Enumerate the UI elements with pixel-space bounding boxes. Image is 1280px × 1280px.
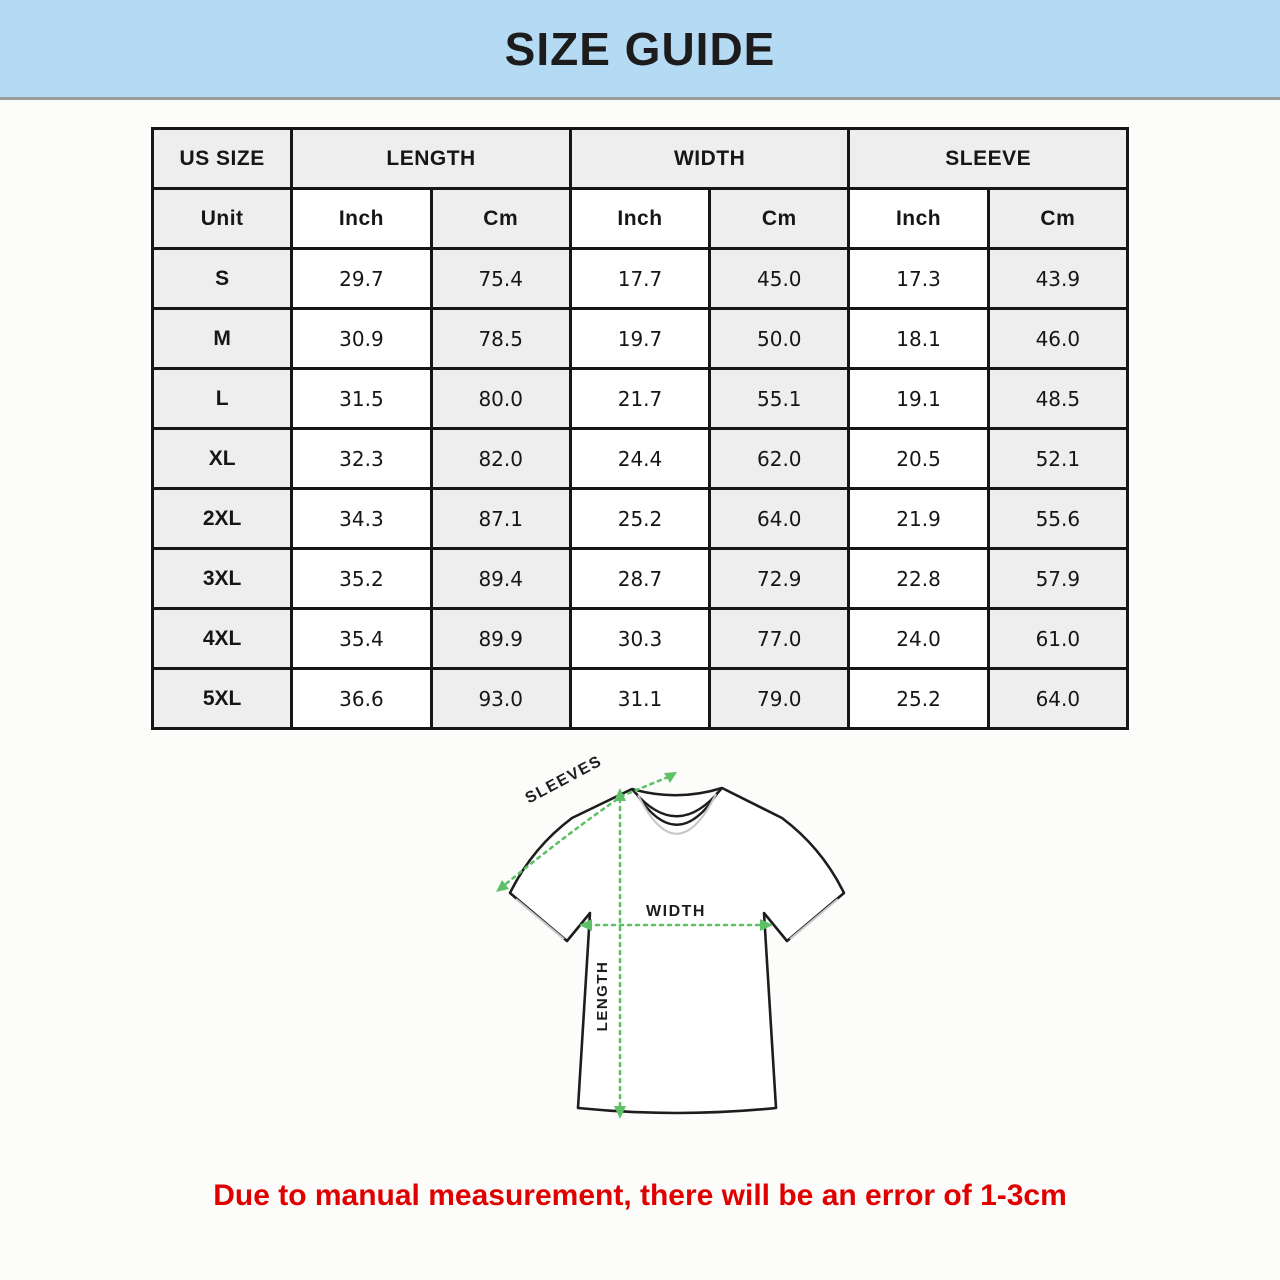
header-width: WIDTH — [570, 129, 849, 189]
header-length: LENGTH — [292, 129, 571, 189]
measurement-cell: 32.3 — [292, 429, 431, 489]
measurement-cell: 24.0 — [849, 609, 988, 669]
unit-cell: Inch — [292, 189, 431, 249]
unit-cell: Inch — [570, 189, 709, 249]
table-row — [153, 549, 1128, 609]
measurement-cell: 28.7 — [570, 549, 709, 609]
measurement-cell: 57.9 — [988, 549, 1127, 609]
measurement-cell: 21.9 — [849, 489, 988, 549]
measurement-cell: 80.0 — [431, 369, 570, 429]
size-label-cell: 3XL — [153, 549, 292, 609]
size-label-cell: 5XL — [153, 669, 292, 729]
size-label-cell: S — [153, 249, 292, 309]
unit-cell: Unit — [153, 189, 292, 249]
measurement-cell: 72.9 — [710, 549, 849, 609]
measurement-cell: 21.7 — [570, 369, 709, 429]
table-row — [153, 609, 1128, 669]
size-table-body — [153, 249, 1128, 729]
measurement-cell: 93.0 — [431, 669, 570, 729]
measurement-cell: 61.0 — [988, 609, 1127, 669]
measurement-cell: 34.3 — [292, 489, 431, 549]
size-label-cell: M — [153, 309, 292, 369]
table-row — [153, 249, 1128, 309]
measurement-cell: 46.0 — [988, 309, 1127, 369]
length-label: LENGTH — [594, 960, 611, 1032]
table-row — [153, 429, 1128, 489]
unit-row — [153, 189, 1128, 249]
measurement-cell: 45.0 — [710, 249, 849, 309]
measurement-cell: 55.6 — [988, 489, 1127, 549]
measurement-cell: 31.5 — [292, 369, 431, 429]
table-row — [153, 369, 1128, 429]
size-label-cell: 4XL — [153, 609, 292, 669]
size-table — [151, 127, 1129, 730]
measurement-cell: 20.5 — [849, 429, 988, 489]
measurement-cell: 77.0 — [710, 609, 849, 669]
measurement-cell: 75.4 — [431, 249, 570, 309]
measurement-cell: 25.2 — [849, 669, 988, 729]
page-title: SIZE GUIDE — [504, 22, 776, 75]
measurement-cell: 87.1 — [431, 489, 570, 549]
table-row — [153, 669, 1128, 729]
header-us-size: US SIZE — [153, 129, 292, 189]
measurement-cell: 50.0 — [710, 309, 849, 369]
unit-cell: Cm — [431, 189, 570, 249]
measurement-cell: 17.3 — [849, 249, 988, 309]
tshirt-illustration — [460, 740, 900, 1175]
measurement-cell: 55.1 — [710, 369, 849, 429]
tshirt-diagram — [0, 730, 1280, 1175]
measurement-cell: 31.1 — [570, 669, 709, 729]
unit-cell: Cm — [988, 189, 1127, 249]
measurement-cell: 78.5 — [431, 309, 570, 369]
measurement-cell: 17.7 — [570, 249, 709, 309]
size-table-header — [153, 129, 1128, 249]
table-row — [153, 309, 1128, 369]
sleeves-label: SLEEVES — [522, 752, 606, 808]
table-row — [153, 489, 1128, 549]
measurement-cell: 82.0 — [431, 429, 570, 489]
measurement-cell: 22.8 — [849, 549, 988, 609]
width-label: WIDTH — [646, 903, 706, 920]
measurement-cell: 25.2 — [570, 489, 709, 549]
measurement-cell: 79.0 — [710, 669, 849, 729]
measurement-cell: 35.4 — [292, 609, 431, 669]
measurement-cell: 30.9 — [292, 309, 431, 369]
measurement-cell: 24.4 — [570, 429, 709, 489]
measurement-cell: 64.0 — [710, 489, 849, 549]
header-group-row — [153, 129, 1128, 189]
measurement-cell: 19.7 — [570, 309, 709, 369]
size-label-cell: L — [153, 369, 292, 429]
measurement-cell: 89.4 — [431, 549, 570, 609]
measurement-cell: 43.9 — [988, 249, 1127, 309]
size-label-cell: XL — [153, 429, 292, 489]
measurement-cell: 64.0 — [988, 669, 1127, 729]
measurement-disclaimer: Due to manual measurement, there will be an error of 1-3cm — [213, 1179, 1067, 1212]
unit-cell: Inch — [849, 189, 988, 249]
measurement-cell: 89.9 — [431, 609, 570, 669]
tshirt-outline — [510, 788, 844, 1113]
measurement-cell: 19.1 — [849, 369, 988, 429]
header-sleeve: SLEEVE — [849, 129, 1128, 189]
measurement-cell: 48.5 — [988, 369, 1127, 429]
measurement-cell: 62.0 — [710, 429, 849, 489]
measurement-cell: 36.6 — [292, 669, 431, 729]
unit-cell: Cm — [710, 189, 849, 249]
size-label-cell: 2XL — [153, 489, 292, 549]
measurement-cell: 35.2 — [292, 549, 431, 609]
measurement-cell: 52.1 — [988, 429, 1127, 489]
title-banner — [0, 0, 1280, 100]
measurement-cell: 30.3 — [570, 609, 709, 669]
measurement-cell: 29.7 — [292, 249, 431, 309]
measurement-cell: 18.1 — [849, 309, 988, 369]
